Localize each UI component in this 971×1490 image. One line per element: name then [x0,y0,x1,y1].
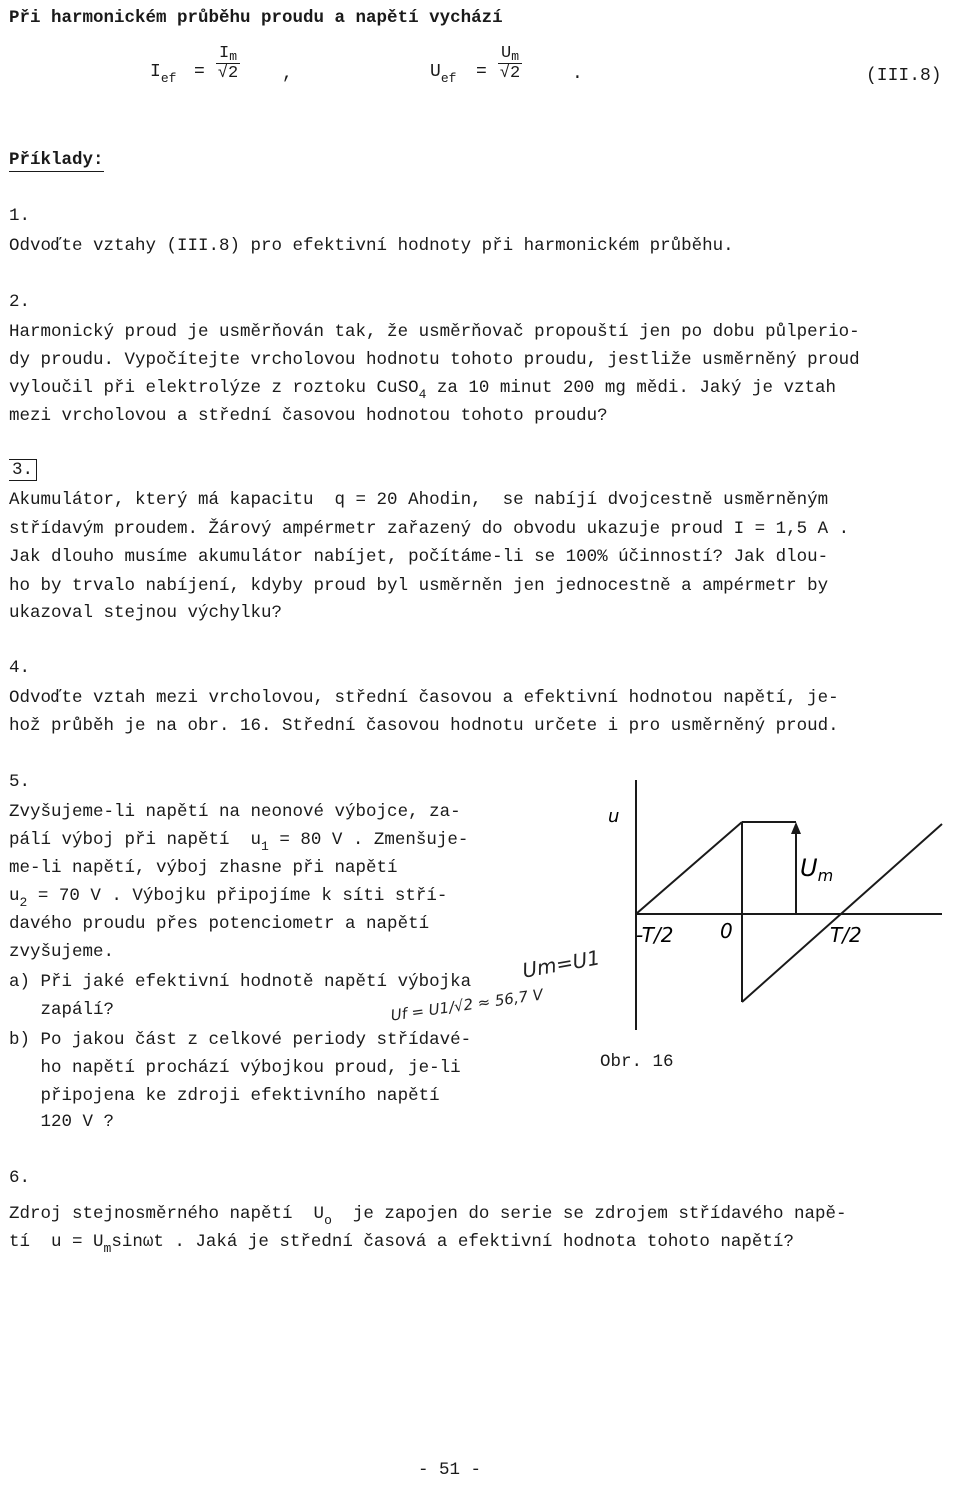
problem-3-line: ho by trvalo nabíjení, kdyby proud byl usměrněn jen jednocestně a ampérmetr by [9,576,829,596]
i-fraction: $\frac{Im}{√2}$ [217,44,239,83]
tick-half-period: T/2 [830,923,862,947]
problem-5-line: pálí výboj při napětí $u_1 = 80$ V . Zmenšuje- [9,830,469,854]
u-fraction: $\frac{Um}{√2}$ [499,44,521,83]
examples-heading: Příklady: [9,150,104,170]
figure-caption: Obr. 16 [600,1052,674,1072]
problem-1-number: 1. [9,206,31,226]
waveform-rise-1 [636,822,742,914]
problem-5-line: me-li napětí, výboj zhasne při napětí [9,858,398,878]
problem-2-number: 2. [9,292,31,312]
problem-3-number: 3. [9,460,37,480]
problem-5-line: připojena ke zdroji efektivního napětí [9,1086,440,1106]
problem-5-line: $u_2 = 70$ V . Výbojku připojíme k síti stří- [9,886,448,910]
page-number: - 51 - [418,1460,482,1480]
problem-3-line: ukazoval stejnou výchylku? [9,603,283,623]
equals-sign: = [194,62,205,82]
problem-1-text: Odvoďte vztahy (III.8) pro efektivní hodnoty při harmonickém průběhu. [9,236,734,256]
problem-5-line: b) Po jakou část z celkové periody střídavé- [9,1030,472,1050]
problem-5-line: Zvyšujeme-li napětí na neonové výbojce, za- [9,802,461,822]
problem-5-line: zvyšujeme. [9,942,115,962]
problem-3-line: Jak dlouho musíme akumulátor nabíjet, počítáme-li se 100% účinností? Jak dlou- [9,547,829,567]
tick-zero: 0 [720,919,733,943]
equals-sign: = [476,62,487,82]
problem-3-line: střídavým proudem. Žárový ampérmetr zařazený do obvodu ukazuje proud I = 1,5 A . [9,519,850,539]
um-arrowhead [791,822,801,834]
problem-2-line: Harmonický proud je usměrňován tak, že usměrňovač propouští jen po dobu půlperio- [9,322,860,342]
figure-16 [596,770,956,1040]
problem-5-line: ho napětí prochází výbojkou proud, je-li [9,1058,461,1078]
problem-2-line: mezi vrcholovou a střední časovou hodnotou tohoto proudu? [9,406,608,426]
period: . [572,64,583,84]
y-axis-label: u [608,806,620,827]
problem-2-line: vyloučil při elektrolýze z roztoku CuSO$_4$ za 10 minut 200 mg mědi. Jaký je vztah [9,378,836,402]
problem-5-line: a) Při jaké efektivní hodnotě napětí výbojka [9,972,472,992]
problem-6-line: Zdroj stejnosměrného napětí $U_o$ je zapojen do serie se zdrojem střídavého napě- [9,1204,847,1228]
handwritten-note-1: Um=U1 [520,945,602,983]
problem-5-number: 5. [9,772,31,792]
problem-6-number: 6. [9,1168,31,1188]
problem-5-line: davého proudu přes potenciometr a napětí [9,914,430,934]
problem-4-line: hož průběh je na obr. 16. Střední časovou hodnotu určete i pro usměrněný proud. [9,716,839,736]
comma: , [282,64,293,84]
problem-2-line: dy proudu. Vypočítejte vrcholovou hodnotu tohoto proudu, jestliže usměrněný proud [9,350,860,370]
i-ef-lhs: $I_{ef}$ [150,62,177,86]
equation-label: (III.8) [866,66,942,86]
handwritten-note-2: Uf = U1/√2 ≈ 56,7 V [389,985,545,1025]
um-label: $U_m$ [800,854,834,885]
problem-4-number: 4. [9,658,31,678]
problem-4-line: Odvoďte vztah mezi vrcholovou, střední časovou a efektivní hodnotou napětí, je- [9,688,839,708]
tick-minus-half-period: -T/2 [636,923,674,947]
problem-3-line: Akumulátor, který má kapacitu q = 20 Ahodin, se nabíjí dvojcestně usměrněným [9,490,829,510]
problem-5-line: zapálí? [9,1000,115,1020]
problem-5-line: 120 V ? [9,1112,115,1132]
u-ef-lhs: $U_{ef}$ [430,62,457,86]
problem-6-line: tí $u = U_m\sin\omega t$ . Jaká je střední časová a efektivní hodnota tohoto napětí? [9,1232,794,1256]
intro-text: Při harmonickém průběhu proudu a napětí vychází [9,8,503,28]
